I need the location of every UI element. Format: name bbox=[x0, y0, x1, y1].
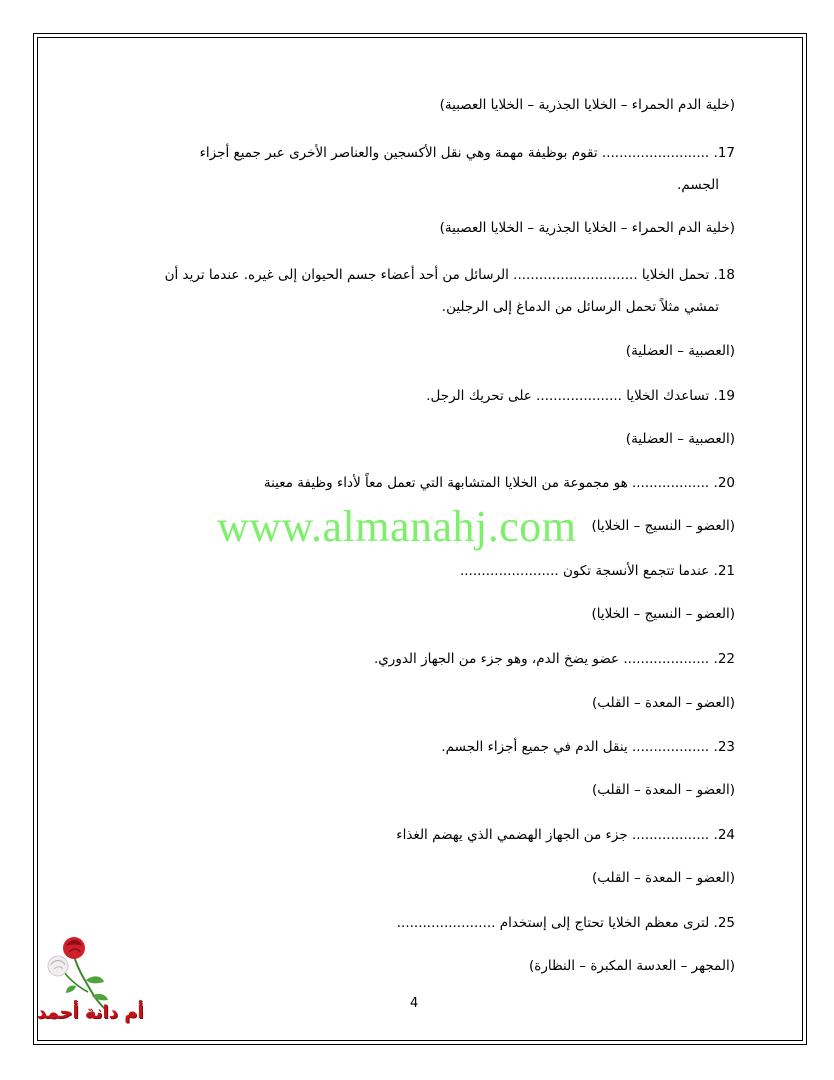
logo-signature-text: أم دانة أحمد bbox=[37, 1002, 144, 1023]
options-16: (خلية الدم الحمراء – الخلايا الجذرية – الخلايا العصبية) bbox=[439, 97, 735, 113]
question-18-line1: 18. تحمل الخلايا ............................. الرسائل من أحد أعضاء جسم الحيوان إلى غيره. عندما تريد أن bbox=[164, 267, 735, 283]
question-19: 19. تساعدك الخلايا .................... على تحريك الرجل. bbox=[426, 388, 735, 404]
options-19: (العصبية – العضلية) bbox=[625, 431, 735, 447]
question-20: 20. .................. هو مجموعة من الخلايا المتشابهة التي تعمل معاً لأداء وظيفة معينة bbox=[263, 475, 735, 491]
question-24: 24. .................. جزء من الجهاز الهضمي الذي يهضم الغذاء bbox=[396, 827, 735, 843]
question-21: 21. عندما تتجمع الأنسجة تكون ....................... bbox=[459, 563, 735, 579]
watermark-text: www.almanahj.com bbox=[217, 502, 577, 551]
options-20: (العضو – النسيج – الخلايا) bbox=[591, 518, 735, 534]
options-22: (العضو – المعدة – القلب) bbox=[591, 695, 735, 711]
options-21: (العضو – النسيج – الخلايا) bbox=[591, 606, 735, 622]
options-17: (خلية الدم الحمراء – الخلايا الجذرية – الخلايا العصبية) bbox=[439, 220, 735, 236]
options-25: (المجهر – العدسة المكبرة – النظارة) bbox=[529, 958, 735, 974]
page-number: 4 bbox=[410, 996, 419, 1011]
question-23: 23. .................. ينقل الدم في جميع أجزاء الجسم. bbox=[441, 739, 735, 755]
question-22: 22. .................... عضو يضخ الدم، وهو جزء من الجهاز الدوري. bbox=[373, 651, 735, 667]
question-17-line1: 17. ......................... تقوم بوظيفة مهمة وهي نقل الأكسجين والعناصر الأخرى عبر جميع أجزاء bbox=[199, 145, 735, 161]
options-24: (العضو – المعدة – القلب) bbox=[591, 870, 735, 886]
question-25: 25. لترى معظم الخلايا تحتاج إلى إستخدام ....................... bbox=[396, 915, 735, 931]
question-17-line2: الجسم. bbox=[677, 177, 719, 193]
options-18: (العصبية – العضلية) bbox=[625, 343, 735, 359]
options-23: (العضو – المعدة – القلب) bbox=[591, 782, 735, 798]
question-18-line2: تمشي مثلاً تحمل الرسائل من الدماغ إلى الرجلين. bbox=[441, 299, 719, 315]
